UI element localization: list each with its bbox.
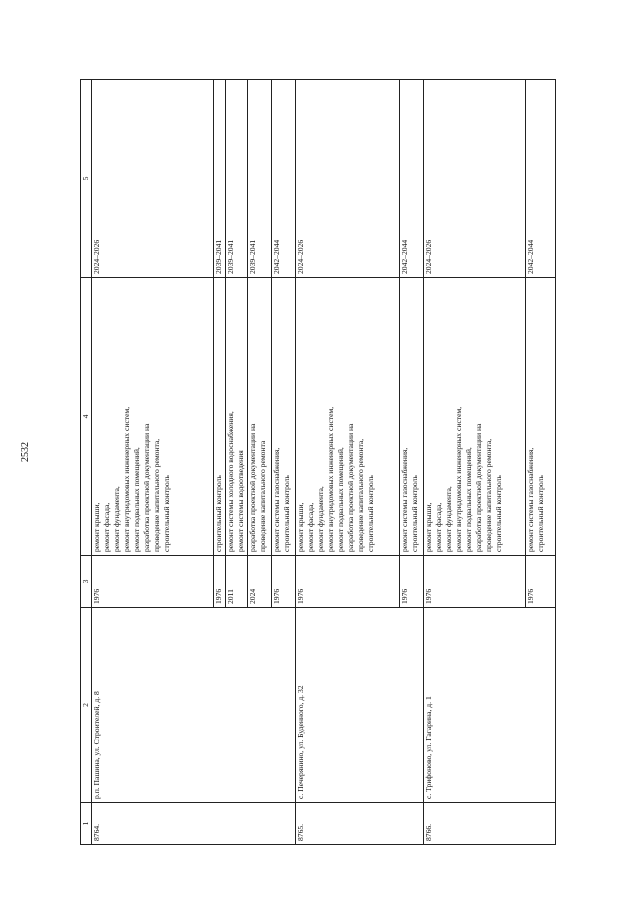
work-item: строительный контроль [282,475,291,552]
table-row [424,80,526,845]
year-cell: 1976 [400,556,424,608]
year-cell: 1976 [92,556,214,608]
work-item: ремонт системы газоснабжения, [272,447,281,552]
table-row [92,80,214,845]
works-cell [92,278,214,556]
works-cell [272,278,296,556]
work-item: ремонт крыши, [92,502,101,552]
work-item: проведение капитального ремонта, [484,438,493,552]
column-header: 5 [81,80,92,278]
work-item: строительный контроль [214,475,223,552]
work-item: ремонт системы газоснабжения, [400,447,409,552]
table-row [296,80,400,845]
header-row [81,80,92,845]
year-cell: 1976 [272,556,296,608]
works-cell [248,278,272,556]
work-item: разработка проектной документации на [474,423,483,552]
period-cell: 2039–2041 [226,80,248,278]
period-cell: 2024–2026 [92,80,214,278]
work-item: проведение капитального ремонта, [152,438,161,552]
year-cell: 2011 [226,556,248,608]
row-number-cell: 8765. [296,803,424,845]
work-item: строительный контроль [162,475,171,552]
period-cell: 2039–2041 [248,80,272,278]
work-item: ремонт фасада, [306,502,315,552]
work-item: проведение капитального ремонта, [356,438,365,552]
work-item: строительный контроль [410,475,419,552]
period-cell: 2039–2041 [214,80,226,278]
year-cell: 2024 [248,556,272,608]
work-item: ремонт системы холодного водоснабжения, [226,411,235,552]
work-item: ремонт внутридомовых инженерных систем, [326,406,335,552]
work-item: строительный контроль [536,475,545,552]
work-item: ремонт подвальных помещений, [464,447,473,552]
period-cell: 2042–2044 [400,80,424,278]
work-item: разработка проектной документации на [248,423,257,552]
work-item: ремонт подвальных помещений, [336,447,345,552]
year-cell: 1976 [526,556,556,608]
work-item: ремонт фундамента, [444,486,453,552]
address-cell: с. Печерянино, ул. Буденного, д. 32 [296,608,424,803]
work-item: ремонт фасада, [434,502,443,552]
works-cell [424,278,526,556]
work-item: строительный контроль [366,475,375,552]
year-cell: 1976 [296,556,400,608]
work-item: ремонт фасада, [102,502,111,552]
works-cell [400,278,424,556]
row-number-cell: 8764. [92,803,296,845]
work-item: ремонт внутридомовых инженерных систем, [454,406,463,552]
page-number: 2532 [20,442,31,462]
address-cell: р.п. Пашина, ул. Строителей, д. 8 [92,608,296,803]
work-item: ремонт системы газоснабжения, [526,447,535,552]
work-item: ремонт подвальных помещений, [132,447,141,552]
work-item: ремонт крыши, [424,502,433,552]
period-cell: 2024–2026 [424,80,526,278]
work-item: ремонт внутридомовых инженерных систем, [122,406,131,552]
column-header: 3 [81,556,92,608]
column-header: 4 [81,278,92,556]
year-cell: 1976 [214,556,226,608]
works-cell [296,278,400,556]
work-item: разработка проектной документации на [142,423,151,552]
works-cell [226,278,248,556]
rotated-table-container [80,80,545,845]
period-cell: 2042–2044 [272,80,296,278]
row-number-cell: 8766. [424,803,556,845]
works-cell [526,278,556,556]
work-item: ремонт фундамента, [112,486,121,552]
works-cell [214,278,226,556]
register-table [80,79,556,845]
column-header: 2 [81,608,92,803]
period-cell: 2042–2044 [526,80,556,278]
address-cell: с. Трифоново, ул. Гагарина, д. 1 [424,608,556,803]
work-item: разработка проектной документации на [346,423,355,552]
period-cell: 2024–2026 [296,80,400,278]
column-header: 1 [81,803,92,845]
year-cell: 1976 [424,556,526,608]
rotated-page-area [80,80,545,845]
work-item: строительный контроль [494,475,503,552]
work-item: ремонт фундамента, [316,486,325,552]
work-item: ремонт системы водоотведения [236,450,245,552]
work-item: ремонт крыши, [296,502,305,552]
work-item: проведение капитального ремонта [258,440,267,552]
